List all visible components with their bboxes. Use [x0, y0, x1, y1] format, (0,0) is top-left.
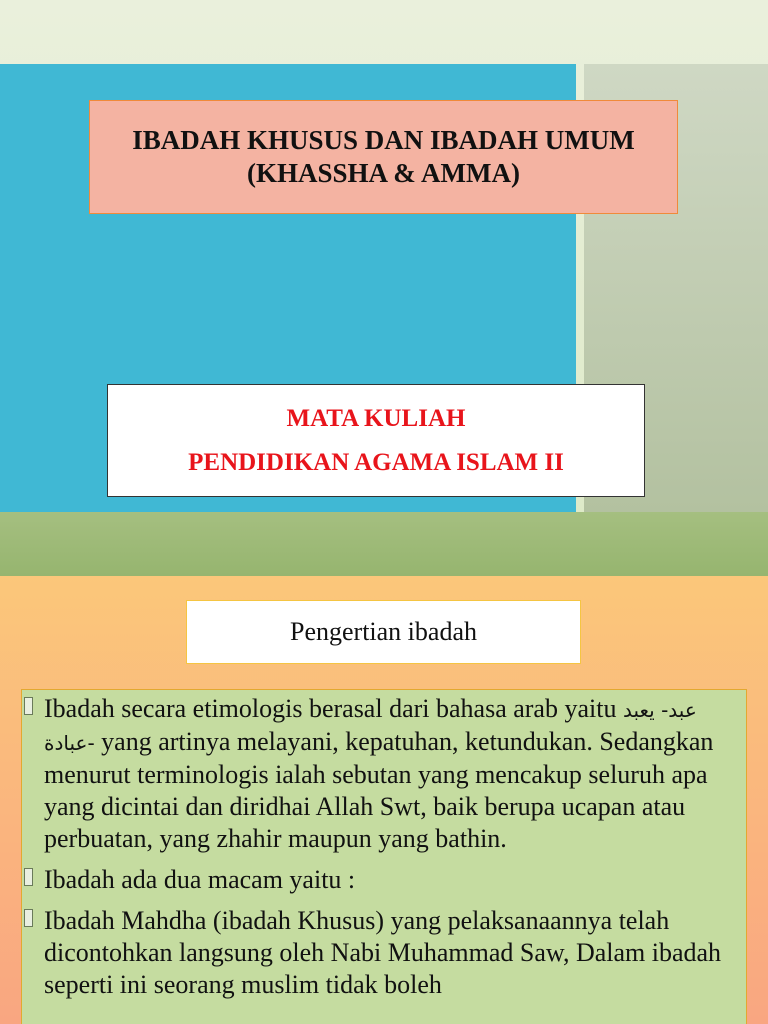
bullet-marker-icon [24, 868, 33, 886]
title-box [89, 100, 678, 214]
title-line-1: IBADAH KHUSUS DAN IBADAH UMUM [132, 125, 635, 155]
title-line-2: (KHASSHA & AMMA) [247, 158, 520, 188]
slide-2 [0, 576, 768, 1024]
bullet-text-after: yang artinya melayani, kepatuhan, ketundukan. Sedangkan menurut terminologis ialah sebutan yang mencakup seluruh apa yang dicintai dan diridhai Allah Swt, baik berupa ucapan atau perbuatan, yang zhahir maupun yang bathin. [44, 727, 714, 853]
arabic-text: عبد- يعبد -عبادة [44, 698, 697, 755]
section-heading: Pengertian ibadah [186, 600, 581, 664]
content-box [21, 689, 747, 1024]
bullet-item [44, 693, 736, 855]
bullet-text-before: Ibadah secara etimologis berasal dari bahasa arab yaitu [44, 694, 623, 723]
bullet-item [44, 905, 736, 1001]
bullet-marker-icon [24, 697, 33, 715]
subtitle-line-1: MATA KULIAH [286, 404, 466, 432]
subtitle-box [107, 384, 645, 497]
bullet-marker-icon [24, 909, 33, 927]
bullet-text: Ibadah ada dua macam yaitu : [44, 865, 356, 894]
bullet-text: Ibadah Mahdha (ibadah Khusus) yang pelaksanaannya telah dicontohkan langsung oleh Nabi Muhammad Saw, Dalam ibadah seperti ini seorang muslim tidak boleh [44, 906, 722, 999]
subtitle-line-2: PENDIDIKAN AGAMA ISLAM II [188, 448, 564, 476]
green-footer-band [0, 512, 768, 576]
bullet-item [44, 864, 736, 896]
